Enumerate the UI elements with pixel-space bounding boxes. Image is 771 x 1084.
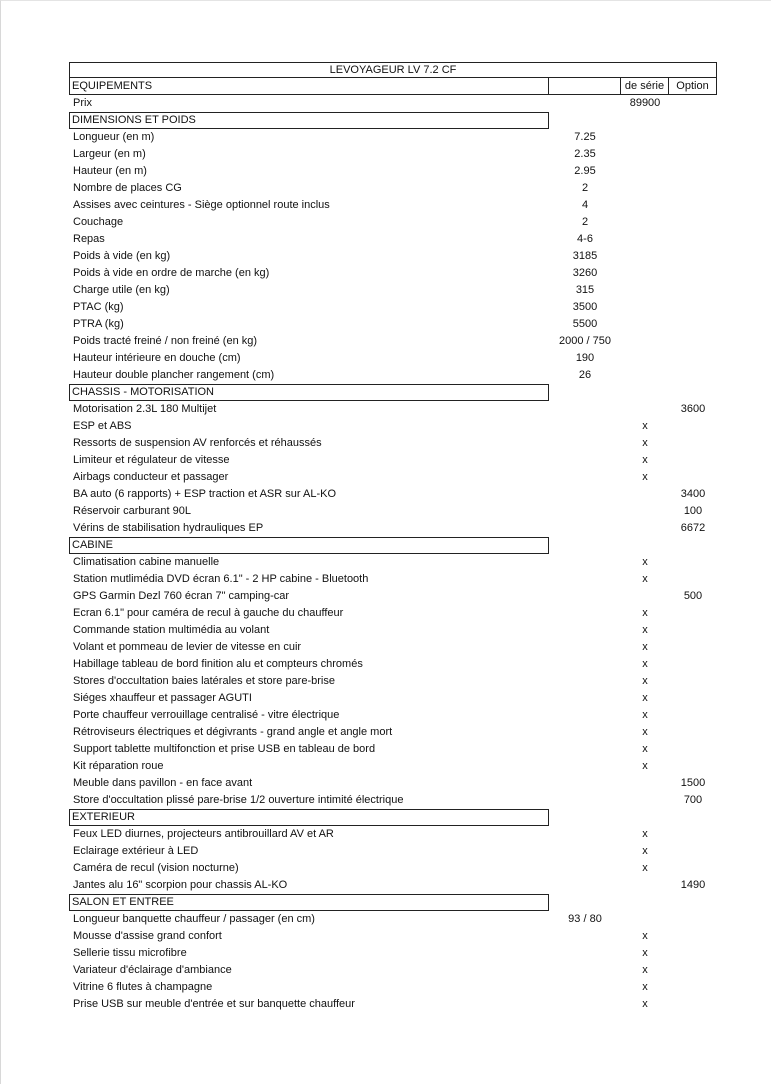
table-row (69, 367, 717, 384)
row-serie-mark: x (642, 658, 648, 670)
row-serie-mark: x (642, 998, 648, 1010)
table-row (69, 299, 717, 316)
row-label: Climatisation cabine manuelle (73, 556, 220, 568)
row-value: 2 (581, 216, 589, 228)
row-option-price: 100 (683, 505, 703, 517)
row-value: 190 (575, 352, 595, 364)
table-row (69, 282, 717, 299)
table-row (69, 962, 717, 979)
table-row (69, 588, 717, 605)
row-label: Hauteur intérieure en douche (cm) (73, 352, 241, 364)
row-label: Kit réparation roue (73, 760, 164, 772)
table-row (69, 554, 717, 571)
table-row (69, 979, 717, 996)
table-row (69, 877, 717, 894)
table-row (69, 707, 717, 724)
row-serie-mark: x (642, 573, 648, 585)
row-label: Motorisation 2.3L 180 Multijet (73, 403, 217, 415)
table-row (69, 911, 717, 928)
header-serie: de série (621, 78, 669, 95)
row-value: 5500 (572, 318, 598, 330)
table-row (69, 571, 717, 588)
row-label: Limiteur et régulateur de vitesse (73, 454, 230, 466)
section-header: SALON ET ENTREE (69, 894, 549, 911)
row-serie-mark: x (642, 828, 648, 840)
row-label: Support tablette multifonction et prise USB en tableau de bord (73, 743, 376, 755)
row-label: Caméra de recul (vision nocturne) (73, 862, 239, 874)
row-value: 4-6 (577, 233, 593, 245)
row-value: 7.25 (574, 131, 596, 143)
sheet-title: LEVOYAGEUR LV 7.2 CF (69, 62, 717, 78)
row-serie-mark: x (642, 692, 648, 704)
table-row (69, 435, 717, 452)
row-serie-mark: x (642, 471, 648, 483)
table-row (69, 843, 717, 860)
row-label: Jantes alu 16" scorpion pour chassis AL-KO (73, 879, 288, 891)
row-label: Ressorts de suspension AV renforcés et réhaussés (73, 437, 322, 449)
row-label: PTRA (kg) (73, 318, 124, 330)
row-label: Station mutlimédia DVD écran 6.1" - 2 HP cabine - Bluetooth (73, 573, 369, 585)
row-label: ESP et ABS (73, 420, 132, 432)
row-label: Stores d'occultation baies latérales et store pare-brise (73, 675, 335, 687)
table-row (69, 758, 717, 775)
price-row (69, 95, 717, 112)
table-row (69, 945, 717, 962)
table-row (69, 639, 717, 656)
table-row (69, 656, 717, 673)
spec-sheet (69, 62, 717, 1013)
row-value: 4 (581, 199, 589, 211)
row-serie-mark: x (642, 726, 648, 738)
row-serie-mark: x (642, 981, 648, 993)
row-label: Commande station multimédia au volant (73, 624, 270, 636)
row-label: Sellerie tissu microfibre (73, 947, 187, 959)
row-option-price: 3600 (680, 403, 706, 415)
row-label: Siéges xhauffeur et passager AGUTI (73, 692, 252, 704)
table-row (69, 792, 717, 809)
row-label: Repas (73, 233, 105, 245)
table-row (69, 214, 717, 231)
row-value: 3500 (572, 301, 598, 313)
row-value: 2 (581, 182, 589, 194)
table-row (69, 231, 717, 248)
row-serie-mark: x (642, 862, 648, 874)
price-label: Prix (73, 97, 92, 109)
table-row (69, 826, 717, 843)
table-row (69, 248, 717, 265)
row-value: 315 (575, 284, 595, 296)
table-row (69, 401, 717, 418)
row-label: GPS Garmin Dezl 760 écran 7" camping-car (73, 590, 290, 602)
row-label: Réservoir carburant 90L (73, 505, 192, 517)
table-row (69, 741, 717, 758)
table-row (69, 503, 717, 520)
table-row (69, 333, 717, 350)
row-label: Ecran 6.1" pour caméra de recul à gauche du chauffeur (73, 607, 344, 619)
table-row (69, 129, 717, 146)
row-label: Largeur (en m) (73, 148, 146, 160)
table-row (69, 146, 717, 163)
row-serie-mark: x (642, 760, 648, 772)
row-value: 93 / 80 (568, 913, 602, 925)
table-row (69, 996, 717, 1013)
row-serie-mark: x (642, 964, 648, 976)
table-row (69, 724, 717, 741)
table-row (69, 163, 717, 180)
price-value: 89900 (629, 97, 661, 109)
header-equipements: EQUIPEMENTS (69, 78, 549, 95)
table-row (69, 673, 717, 690)
section-header: EXTERIEUR (69, 809, 549, 826)
row-value: 26 (578, 369, 592, 381)
row-serie-mark: x (642, 454, 648, 466)
table-row (69, 520, 717, 537)
table-row (69, 775, 717, 792)
row-label: Assises avec ceintures - Siège optionnel route inclus (73, 199, 330, 211)
table-row (69, 622, 717, 639)
row-label: Feux LED diurnes, projecteurs antibrouillard AV et AR (73, 828, 334, 840)
row-label: Airbags conducteur et passager (73, 471, 229, 483)
row-serie-mark: x (642, 947, 648, 959)
row-serie-mark: x (642, 845, 648, 857)
header-option: Option (669, 78, 717, 95)
row-label: Couchage (73, 216, 124, 228)
row-serie-mark: x (642, 420, 648, 432)
table-row (69, 452, 717, 469)
row-label: Variateur d'éclairage d'ambiance (73, 964, 232, 976)
header-value-column (549, 78, 621, 95)
row-value: 2000 / 750 (559, 335, 611, 347)
row-serie-mark: x (642, 624, 648, 636)
table-row (69, 197, 717, 214)
section-header: CABINE (69, 537, 549, 554)
row-label: Mousse d'assise grand confort (73, 930, 222, 942)
row-label: Volant et pommeau de levier de vitesse en cuir (73, 641, 302, 653)
row-option-price: 1500 (680, 777, 706, 789)
table-row (69, 316, 717, 333)
row-serie-mark: x (642, 743, 648, 755)
table-row (69, 180, 717, 197)
row-option-price: 700 (683, 794, 703, 806)
row-value: 3185 (572, 250, 598, 262)
row-label: Habillage tableau de bord finition alu et compteurs chromés (73, 658, 363, 670)
table-row (69, 690, 717, 707)
row-serie-mark: x (642, 437, 648, 449)
table-row (69, 265, 717, 282)
table-row (69, 605, 717, 622)
row-label: Hauteur double plancher rangement (cm) (73, 369, 275, 381)
row-label: Meuble dans pavillon - en face avant (73, 777, 253, 789)
row-label: Nombre de places CG (73, 182, 182, 194)
sections-container (69, 112, 717, 1013)
row-serie-mark: x (642, 675, 648, 687)
table-row (69, 418, 717, 435)
row-label: Prise USB sur meuble d'entrée et sur banquette chauffeur (73, 998, 355, 1010)
row-serie-mark: x (642, 607, 648, 619)
row-label: Charge utile (en kg) (73, 284, 170, 296)
row-label: Store d'occultation plissé pare-brise 1/2 ouverture intimité électrique (73, 794, 404, 806)
row-label: Longueur banquette chauffeur / passager (en cm) (73, 913, 315, 925)
row-option-price: 500 (683, 590, 703, 602)
row-label: PTAC (kg) (73, 301, 124, 313)
row-label: Vitrine 6 flutes à champagne (73, 981, 213, 993)
row-label: Poids tracté freiné / non freiné (en kg) (73, 335, 258, 347)
row-value: 2.35 (574, 148, 596, 160)
row-value: 2.95 (574, 165, 596, 177)
table-row (69, 350, 717, 367)
row-label: Poids à vide en ordre de marche (en kg) (73, 267, 270, 279)
row-value: 3260 (572, 267, 598, 279)
row-option-price: 6672 (680, 522, 706, 534)
table-row (69, 469, 717, 486)
row-label: Poids à vide (en kg) (73, 250, 171, 262)
row-label: Longueur (en m) (73, 131, 155, 143)
row-label: BA auto (6 rapports) + ESP traction et ASR sur AL-KO (73, 488, 337, 500)
row-label: Eclairage extérieur à LED (73, 845, 199, 857)
row-label: Vérins de stabilisation hydrauliques EP (73, 522, 264, 534)
header-row (69, 78, 717, 95)
row-serie-mark: x (642, 930, 648, 942)
row-label: Porte chauffeur verrouillage centralisé - vitre électrique (73, 709, 340, 721)
table-row (69, 486, 717, 503)
row-label: Rétroviseurs électriques et dégivrants - grand angle et angle mort (73, 726, 393, 738)
row-label: Hauteur (en m) (73, 165, 147, 177)
row-serie-mark: x (642, 709, 648, 721)
row-option-price: 3400 (680, 488, 706, 500)
row-option-price: 1490 (680, 879, 706, 891)
section-header: DIMENSIONS ET POIDS (69, 112, 549, 129)
table-row (69, 928, 717, 945)
row-serie-mark: x (642, 556, 648, 568)
section-header: CHASSIS - MOTORISATION (69, 384, 549, 401)
table-row (69, 860, 717, 877)
row-serie-mark: x (642, 641, 648, 653)
